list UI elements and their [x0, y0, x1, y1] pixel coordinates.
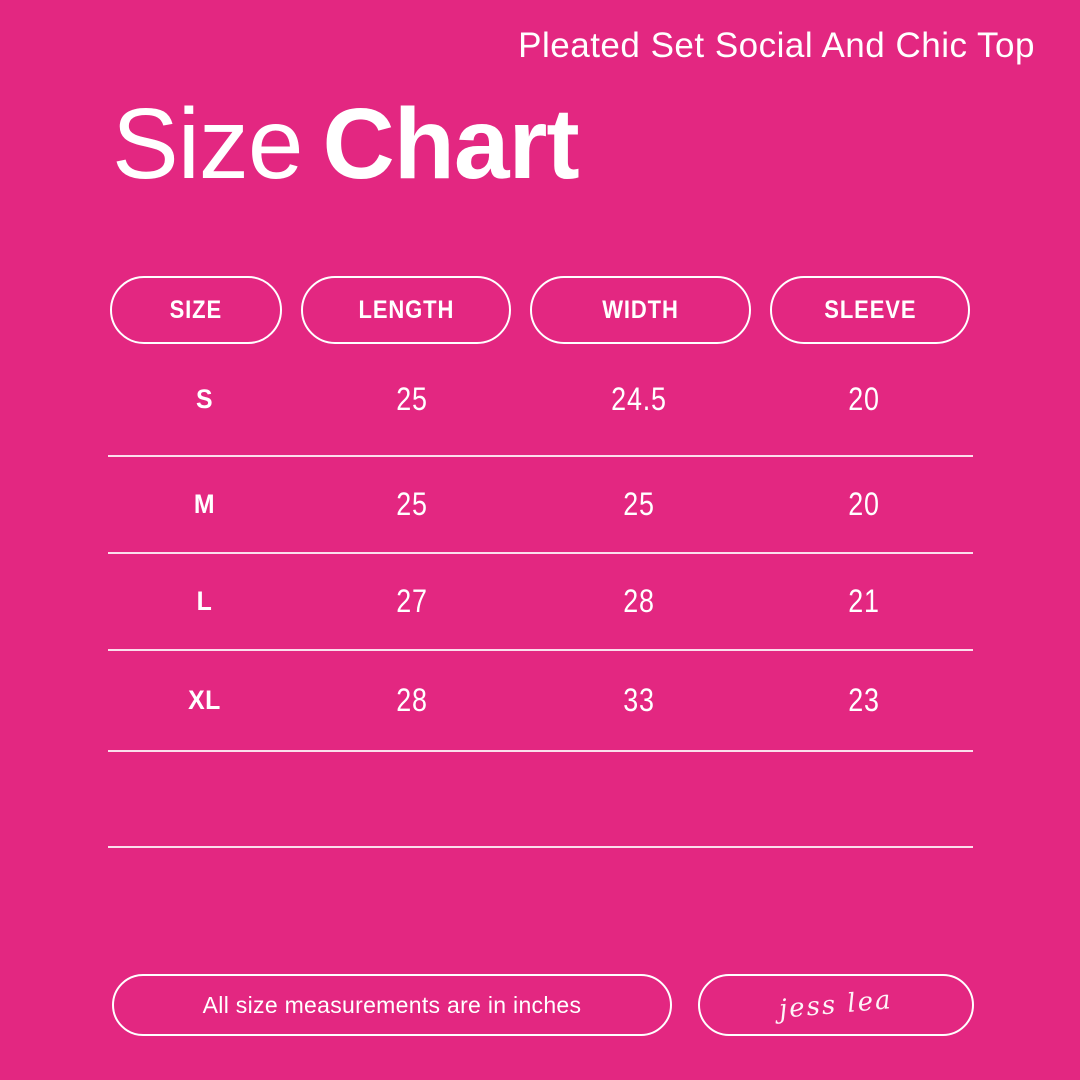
column-label-width: WIDTH — [602, 295, 679, 324]
cell-sleeve: 21 — [848, 583, 880, 619]
column-pill-length — [301, 276, 511, 344]
table-row-s — [108, 343, 973, 457]
units-note-pill — [112, 974, 672, 1036]
cell-size: M — [193, 489, 216, 519]
cell-width: 25 — [623, 486, 655, 522]
page-title-regular: Size — [112, 88, 303, 200]
table-row-xl — [108, 651, 973, 752]
column-pill-width — [530, 276, 751, 344]
cell-size: XL — [188, 685, 221, 715]
cell-sleeve: 20 — [848, 486, 880, 522]
cell-length: 25 — [396, 486, 428, 522]
cell-length: 25 — [396, 380, 428, 417]
product-title: Pleated Set Social And Chic Top — [518, 26, 1035, 65]
cell-sleeve: 23 — [848, 682, 880, 718]
page-title-bold: Chart — [322, 88, 579, 200]
column-pill-size — [110, 276, 282, 344]
cell-width: 33 — [623, 682, 655, 718]
cell-size: S — [195, 383, 214, 414]
column-label-size: SIZE — [169, 295, 223, 324]
brand-signature: jess lea — [778, 985, 894, 1025]
cell-sleeve: 20 — [848, 380, 880, 417]
page-title — [112, 88, 579, 200]
table-row-empty — [108, 752, 973, 848]
units-note-text: All size measurements are in inches — [202, 991, 582, 1018]
cell-width: 24.5 — [611, 380, 667, 417]
cell-length: 28 — [396, 682, 428, 718]
cell-width: 28 — [623, 583, 655, 619]
size-table — [108, 343, 973, 848]
brand-signature-pill — [698, 974, 974, 1036]
column-label-length: LENGTH — [358, 295, 454, 324]
column-label-sleeve: SLEEVE — [823, 295, 917, 324]
table-row-l — [108, 554, 973, 651]
column-pill-sleeve — [770, 276, 970, 344]
cell-size: L — [196, 586, 213, 616]
cell-length: 27 — [396, 583, 428, 619]
table-row-m — [108, 457, 973, 554]
